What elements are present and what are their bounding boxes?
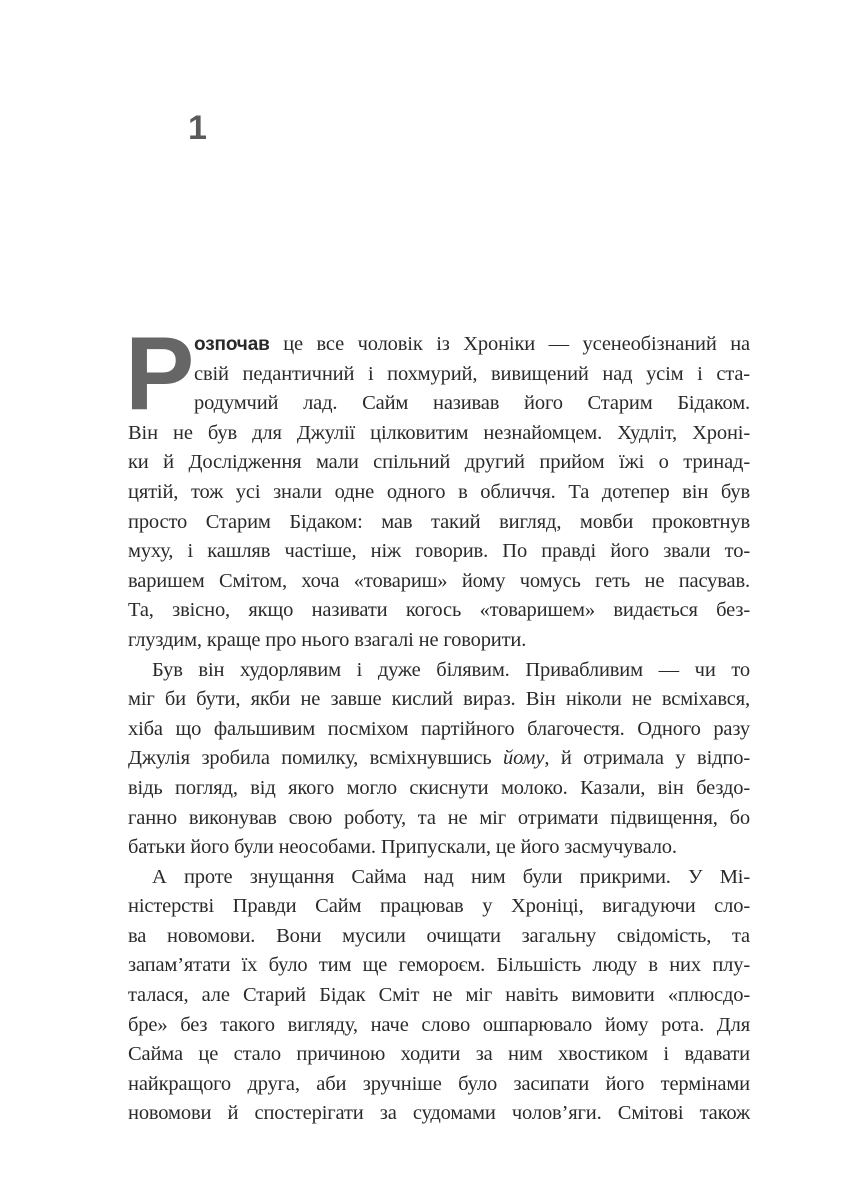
text-line: ки й Дослідження мали спільний другий прийом їжі о тринад-	[128, 451, 750, 474]
text-line: варишем Смітом, хоча «товариш» йому чомусь геть не пасував.	[128, 569, 750, 592]
text-line: відь погляд, від якого могло скиснути молоко. Казали, він бездо-	[128, 776, 750, 799]
text-line: запам’ятати їх було тим ще гемороєм. Більшість люду в них плу-	[128, 954, 750, 977]
paragraph-3	[128, 863, 750, 1129]
body-text	[125, 316, 750, 1129]
text-line: міг би бути, якби не завше кислий вираз. Він ніколи не всміхався,	[128, 688, 750, 711]
text-line: А проте знущання Сайма над ним були прикрими. У Мі-	[152, 865, 750, 888]
text-line: ністерстві Правди Сайм працював у Хроніці, вигадуючи сло-	[128, 895, 750, 918]
text-line: Був він худорлявим і дуже білявим. Привабливим — чи то	[152, 658, 750, 681]
text-line: Та, звісно, якщо називати когось «товаришем» видається без-	[128, 599, 750, 622]
text-line: Сайма це стало причиною ходити за ним хвостиком і вдавати	[128, 1043, 750, 1066]
text-line: муху, і кашляв частіше, ніж говорив. По правді його звали то-	[128, 540, 750, 563]
emphasis-word: йому	[503, 747, 545, 770]
chapter-number: 1	[188, 109, 207, 147]
text-line: ганно виконував свою роботу, та не міг отримати підвищення, бо	[128, 806, 750, 829]
text-line: цятій, тож усі знали одне одного в обличчя. Та дотепер він був	[128, 480, 750, 503]
text-line: найкращого друга, аби зручніше було засипати його термінами	[128, 1072, 750, 1095]
paragraph-2	[128, 656, 750, 863]
text-line: Джулія зробила помилку, всміхнувшись йому, й отримала у відпо-	[128, 747, 750, 770]
text-line: Він не був для Джулії цілковитим незнайомцем. Худліт, Хроні-	[128, 421, 750, 444]
text-line: батьки його були неособами. Припускали, це його засмучувало.	[128, 836, 677, 859]
lead-in-bold: озпочав	[194, 334, 270, 355]
drop-cap: Р	[125, 316, 195, 432]
text-line: озпочав це все чоловік із Хроніки — усенеобізнаний на	[194, 333, 750, 355]
text-line: глуздим, краще про нього взагалі не говорити.	[128, 628, 527, 651]
paragraph-1	[128, 330, 750, 656]
text-line: хіба що фальшивим посміхом партійного благочестя. Одного разу	[128, 717, 750, 740]
text-line: талася, але Старий Бідак Сміт не міг навіть вимовити «плюсдо-	[128, 984, 750, 1007]
text-line: свій педантичний і похмурий, вивищений над усім і ста-	[194, 362, 750, 385]
text-line: бре» без такого вигляду, наче слово ошпарювало йому рота. Для	[128, 1013, 750, 1036]
text-line: ва новомови. Вони мусили очищати загальну свідомість, та	[128, 924, 750, 947]
text-line: родумчий лад. Сайм називав його Старим Бідаком.	[194, 392, 750, 415]
text-line: новомови й спостерігати за судомами чолов’яги. Смітові також	[128, 1102, 750, 1125]
text-line: просто Старим Бідаком: мав такий вигляд, мовби проковтнув	[128, 510, 750, 533]
